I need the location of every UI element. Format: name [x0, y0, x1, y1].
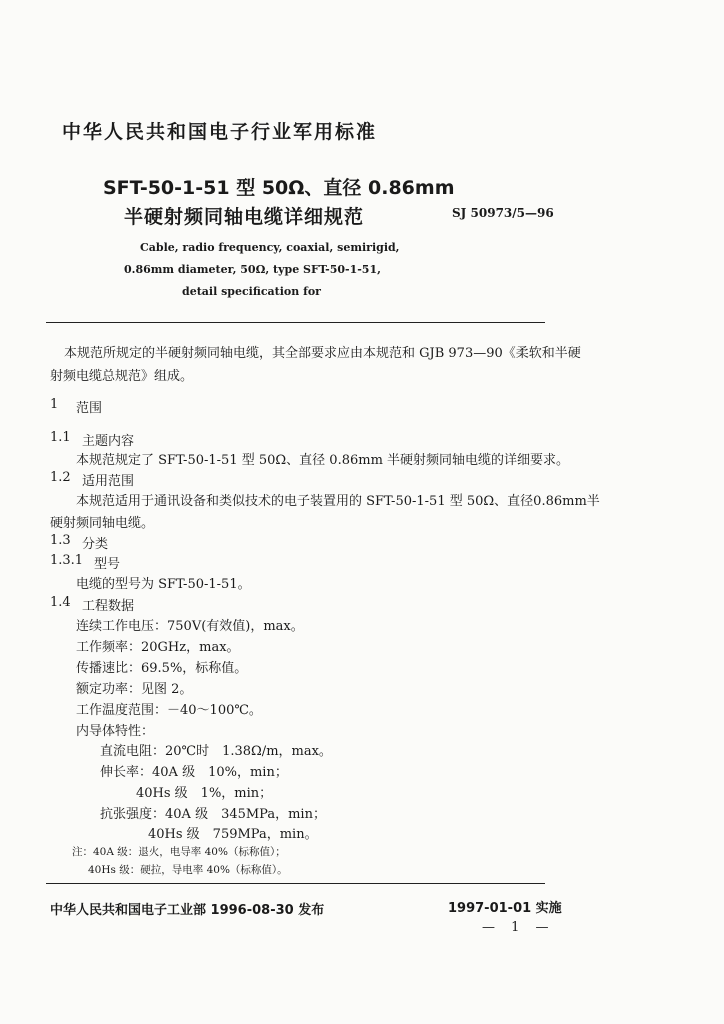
dc-resistance-spec: 直流电阻：20℃时 1.38Ω/m，max。: [100, 744, 332, 759]
tensile-40a-spec: 抗张强度：40A 级 345MPa，min；: [100, 807, 326, 822]
section-1-2-title: 适用范围: [82, 474, 135, 489]
velocity-spec: 传播速比：69.5%，标称值。: [76, 661, 248, 676]
section-1-4-title: 工程数据: [82, 599, 135, 614]
section-1-3-1-number: 1.3.1: [50, 553, 84, 568]
section-1-3-1-text: 电缆的型号为 SFT-50-1-51。: [76, 577, 251, 592]
voltage-spec: 连续工作电压：750V(有效值)，max。: [76, 619, 304, 634]
power-spec: 额定功率：见图 2。: [76, 682, 193, 697]
inner-conductor-title: 内导体特性：: [76, 724, 155, 739]
footer-divider: [46, 883, 545, 884]
section-1-1-number: 1.1: [50, 430, 71, 445]
section-1-2-text-line2: 硬射频同轴电缆。: [50, 516, 155, 531]
section-1-title: 范围: [76, 401, 103, 416]
note-line2: 40Hs 级：硬拉，导电率 40%（标称值）。: [88, 864, 288, 876]
section-1-number: 1: [50, 397, 59, 412]
issue-statement: 中华人民共和国电子工业部 1996-08-30 发布: [50, 903, 325, 918]
elongation-40hs-spec: 40Hs 级 1%，min；: [136, 786, 273, 801]
temperature-spec: 工作温度范围：－40～100℃。: [76, 703, 262, 718]
page-number: — 1 —: [482, 920, 555, 935]
section-1-3-title: 分类: [82, 537, 109, 552]
section-1-3-1-title: 型号: [94, 557, 121, 572]
section-1-1-text: 本规范规定了 SFT-50-1-51 型 50Ω、直径 0.86mm 半硬射频同轴电缆的详细要求。: [76, 453, 570, 468]
english-title-line1: Cable, radio frequency, coaxial, semirigid,: [140, 241, 400, 254]
frequency-spec: 工作频率：20GHz，max。: [76, 640, 240, 655]
standard-number: SJ 50973/5—96: [452, 206, 554, 220]
note-line1: 注：40A 级：退火，电导率 40%（标称值）；: [72, 846, 286, 858]
section-1-4-number: 1.4: [50, 595, 71, 610]
standard-category-title: 中华人民共和国电子行业军用标准: [62, 121, 378, 143]
section-1-3-number: 1.3: [50, 533, 71, 548]
intro-line1: 本规范所规定的半硬射频同轴电缆，其全部要求应由本规范和 GJB 973—90《柔软和半硬: [64, 346, 581, 361]
section-1-1-title: 主题内容: [82, 434, 135, 449]
section-1-2-number: 1.2: [50, 470, 71, 485]
document-title-line1: SFT-50-1-51 型 50Ω、直径 0.86mm: [103, 177, 455, 199]
section-1-2-text-line1: 本规范适用于通讯设备和类似技术的电子装置用的 SFT-50-1-51 型 50Ω、直径0.86mm半: [76, 494, 600, 509]
english-title-line2: 0.86mm diameter, 50Ω, type SFT-50-1-51,: [124, 263, 381, 276]
elongation-40a-spec: 伸长率：40A 级 10%，min；: [100, 765, 288, 780]
tensile-40hs-spec: 40Hs 级 759MPa，min。: [148, 827, 318, 842]
effective-date: 1997-01-01 实施: [448, 901, 562, 916]
document-title-line2: 半硬射频同轴电缆详细规范: [124, 206, 365, 228]
english-title-line3: detail specification for: [182, 285, 321, 298]
header-divider: [46, 322, 545, 323]
intro-line2: 射频电缆总规范》组成。: [50, 369, 194, 384]
